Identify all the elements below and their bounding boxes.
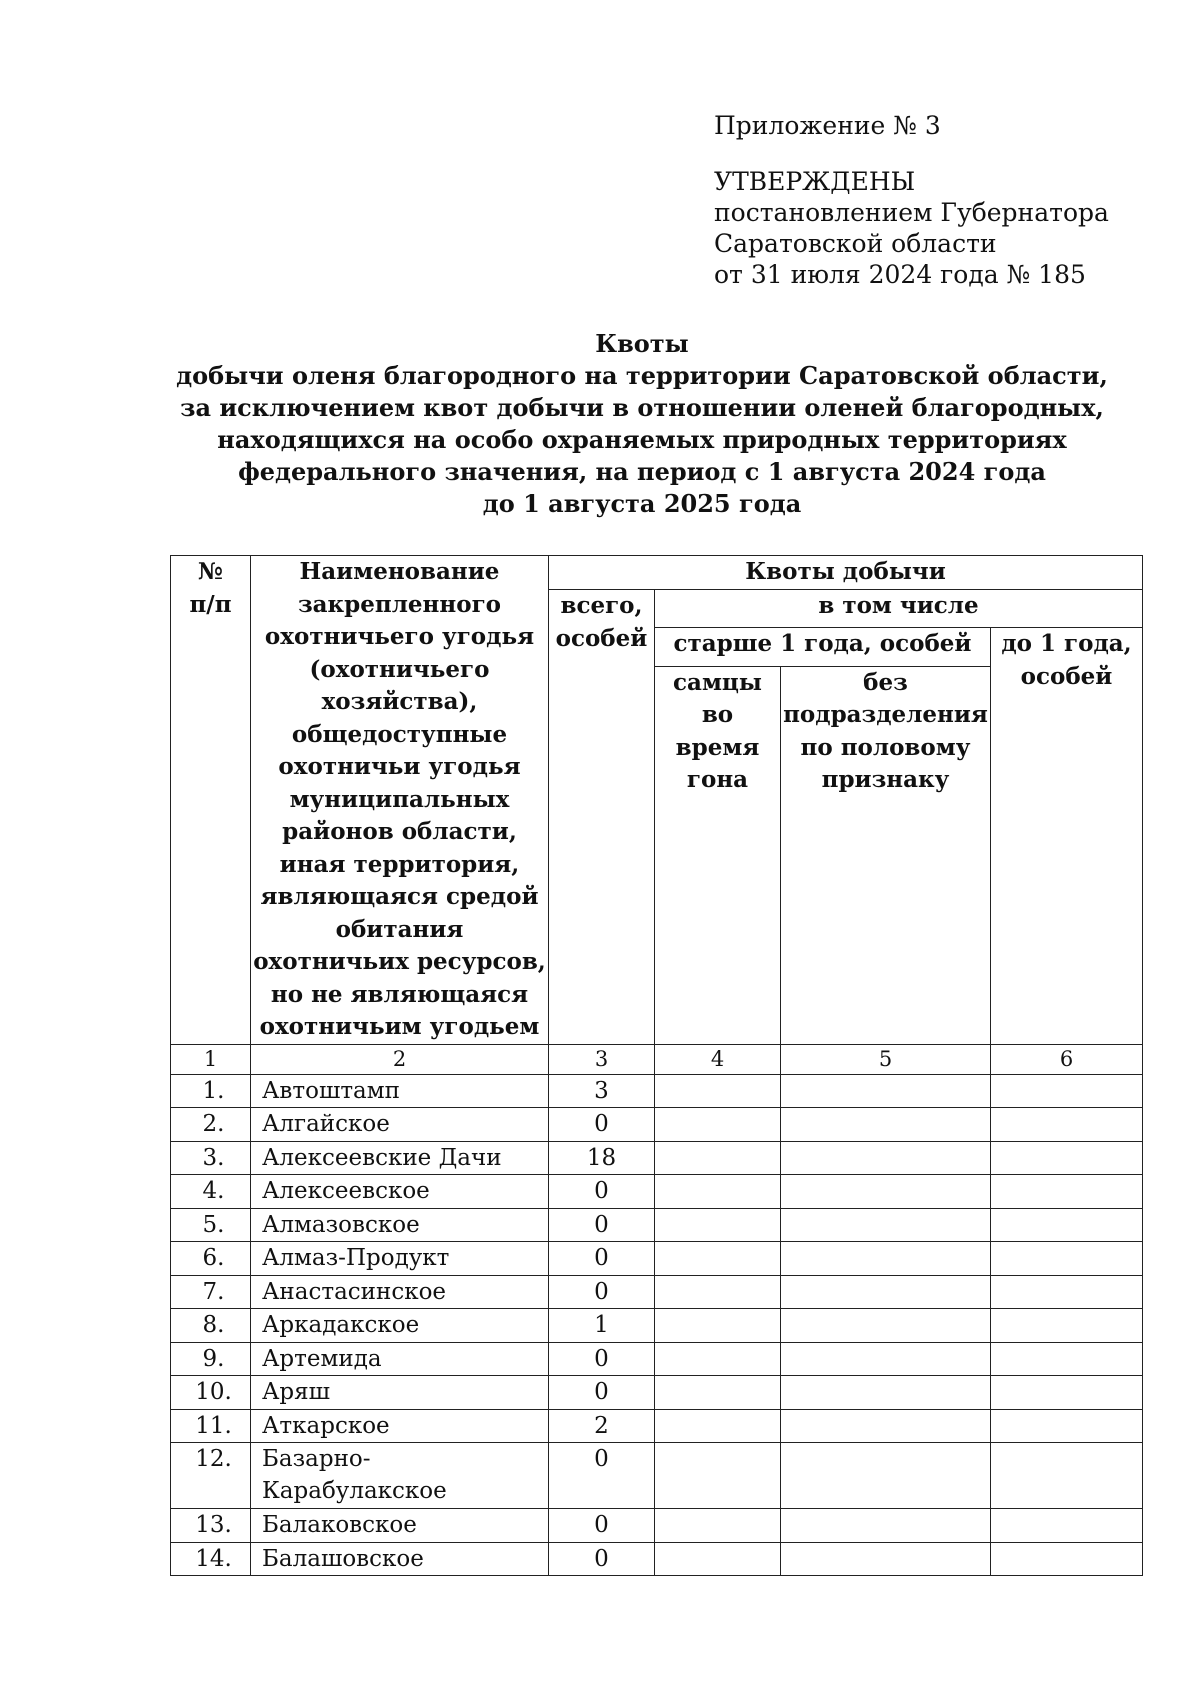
row-name: Анастасинское	[251, 1275, 549, 1309]
column-number: 2	[251, 1044, 549, 1074]
row-total: 2	[549, 1409, 655, 1443]
row-total: 0	[549, 1443, 655, 1509]
approval-line: постановлением Губернатора	[714, 198, 1109, 227]
row-under-1	[991, 1175, 1143, 1209]
header-name: Наименование закрепленного охотничьего угодья (охотничьего хозяйства), общедоступные охотничьи угодья муниципальных районов области, иная территория, являющаяся средой обитания охотничьих ресурсов, но не являющаяся охотничьим угодьем	[251, 556, 549, 1045]
row-no-sex-division	[781, 1208, 991, 1242]
column-number: 3	[549, 1044, 655, 1074]
column-numbers-row	[171, 1044, 1143, 1074]
table-row	[171, 1509, 1143, 1543]
header-number: № п/п	[171, 556, 251, 1045]
approval-block	[714, 110, 1109, 290]
row-males-rut	[655, 1108, 781, 1142]
row-name: Артемида	[251, 1342, 549, 1376]
row-number: 5.	[171, 1208, 251, 1242]
row-under-1	[991, 1443, 1143, 1509]
row-under-1	[991, 1074, 1143, 1108]
approved-label: УТВЕРЖДЕНЫ	[714, 167, 916, 196]
document-title	[170, 328, 1114, 520]
row-no-sex-division	[781, 1141, 991, 1175]
row-total: 0	[549, 1275, 655, 1309]
row-males-rut	[655, 1275, 781, 1309]
row-number: 2.	[171, 1108, 251, 1142]
approval-date: от 31 июля 2024 года № 185	[714, 260, 1086, 289]
row-no-sex-division	[781, 1275, 991, 1309]
table-row	[171, 1409, 1143, 1443]
row-no-sex-division	[781, 1443, 991, 1509]
row-name: Балашовское	[251, 1542, 549, 1576]
row-number: 1.	[171, 1074, 251, 1108]
row-name: Аркадакское	[251, 1309, 549, 1343]
row-name: Алексеевское	[251, 1175, 549, 1209]
row-total: 0	[549, 1542, 655, 1576]
row-no-sex-division	[781, 1242, 991, 1276]
row-total: 0	[549, 1342, 655, 1376]
row-under-1	[991, 1409, 1143, 1443]
row-under-1	[991, 1342, 1143, 1376]
row-under-1	[991, 1108, 1143, 1142]
column-number: 1	[171, 1044, 251, 1074]
row-under-1	[991, 1141, 1143, 1175]
row-name: Базарно- Карабулакское	[251, 1443, 549, 1509]
header-total: всего, особей	[549, 590, 655, 1045]
table-row	[171, 1108, 1143, 1142]
row-total: 0	[549, 1208, 655, 1242]
title-line: находящихся на особо охраняемых природных территориях	[217, 425, 1067, 454]
row-name: Автоштамп	[251, 1074, 549, 1108]
row-males-rut	[655, 1074, 781, 1108]
header-older-than-1: старше 1 года, особей	[655, 628, 991, 666]
row-under-1	[991, 1376, 1143, 1410]
row-total: 0	[549, 1242, 655, 1276]
row-no-sex-division	[781, 1342, 991, 1376]
row-males-rut	[655, 1509, 781, 1543]
title-line: добычи оленя благородного на территории Саратовской области,	[176, 361, 1108, 390]
row-males-rut	[655, 1141, 781, 1175]
row-under-1	[991, 1309, 1143, 1343]
title-line: федерального значения, на период с 1 августа 2024 года	[238, 457, 1046, 486]
row-name: Аткарское	[251, 1409, 549, 1443]
row-total: 0	[549, 1509, 655, 1543]
row-males-rut	[655, 1342, 781, 1376]
header-males-rut: самцы во время гона	[655, 666, 781, 1044]
row-under-1	[991, 1275, 1143, 1309]
row-name: Алгайское	[251, 1108, 549, 1142]
annex-number: Приложение № 3	[714, 111, 941, 140]
table-row	[171, 1074, 1143, 1108]
row-males-rut	[655, 1376, 781, 1410]
row-number: 3.	[171, 1141, 251, 1175]
quota-table	[170, 555, 1143, 1576]
table-row	[171, 1175, 1143, 1209]
row-males-rut	[655, 1443, 781, 1509]
row-number: 9.	[171, 1342, 251, 1376]
row-no-sex-division	[781, 1175, 991, 1209]
row-no-sex-division	[781, 1542, 991, 1576]
header-no-sex-division: без подразделения по половому признаку	[781, 666, 991, 1044]
row-name: Балаковское	[251, 1509, 549, 1543]
table-row	[171, 1275, 1143, 1309]
row-no-sex-division	[781, 1309, 991, 1343]
row-males-rut	[655, 1242, 781, 1276]
table-row	[171, 1141, 1143, 1175]
row-number: 8.	[171, 1309, 251, 1343]
row-number: 14.	[171, 1542, 251, 1576]
row-no-sex-division	[781, 1108, 991, 1142]
title-line: Квоты	[595, 329, 689, 358]
table-row	[171, 1208, 1143, 1242]
row-number: 12.	[171, 1443, 251, 1509]
row-males-rut	[655, 1309, 781, 1343]
row-number: 11.	[171, 1409, 251, 1443]
header-including: в том числе	[655, 590, 1143, 628]
column-number: 5	[781, 1044, 991, 1074]
row-no-sex-division	[781, 1409, 991, 1443]
row-name: Алмазовское	[251, 1208, 549, 1242]
row-number: 6.	[171, 1242, 251, 1276]
row-name: Алмаз-Продукт	[251, 1242, 549, 1276]
row-total: 1	[549, 1309, 655, 1343]
table-row	[171, 1342, 1143, 1376]
row-no-sex-division	[781, 1509, 991, 1543]
row-number: 13.	[171, 1509, 251, 1543]
table-row	[171, 1309, 1143, 1343]
table-row	[171, 1542, 1143, 1576]
row-males-rut	[655, 1208, 781, 1242]
row-under-1	[991, 1509, 1143, 1543]
row-total: 0	[549, 1175, 655, 1209]
header-quota: Квоты добычи	[549, 556, 1143, 590]
row-number: 7.	[171, 1275, 251, 1309]
approval-line: Саратовской области	[714, 229, 997, 258]
table-row	[171, 1376, 1143, 1410]
row-males-rut	[655, 1175, 781, 1209]
row-total: 0	[549, 1376, 655, 1410]
row-name: Алексеевские Дачи	[251, 1141, 549, 1175]
title-line: до 1 августа 2025 года	[482, 489, 802, 518]
row-under-1	[991, 1208, 1143, 1242]
row-total: 18	[549, 1141, 655, 1175]
row-no-sex-division	[781, 1376, 991, 1410]
row-name: Аряш	[251, 1376, 549, 1410]
row-total: 0	[549, 1108, 655, 1142]
row-number: 4.	[171, 1175, 251, 1209]
row-males-rut	[655, 1409, 781, 1443]
table-row	[171, 1443, 1143, 1509]
title-line: за исключением квот добычи в отношении оленей благородных,	[180, 393, 1104, 422]
row-under-1	[991, 1542, 1143, 1576]
row-males-rut	[655, 1542, 781, 1576]
row-under-1	[991, 1242, 1143, 1276]
header-under-1: до 1 года, особей	[991, 628, 1143, 1044]
row-number: 10.	[171, 1376, 251, 1410]
column-number: 6	[991, 1044, 1143, 1074]
table-row	[171, 1242, 1143, 1276]
column-number: 4	[655, 1044, 781, 1074]
row-total: 3	[549, 1074, 655, 1108]
row-no-sex-division	[781, 1074, 991, 1108]
